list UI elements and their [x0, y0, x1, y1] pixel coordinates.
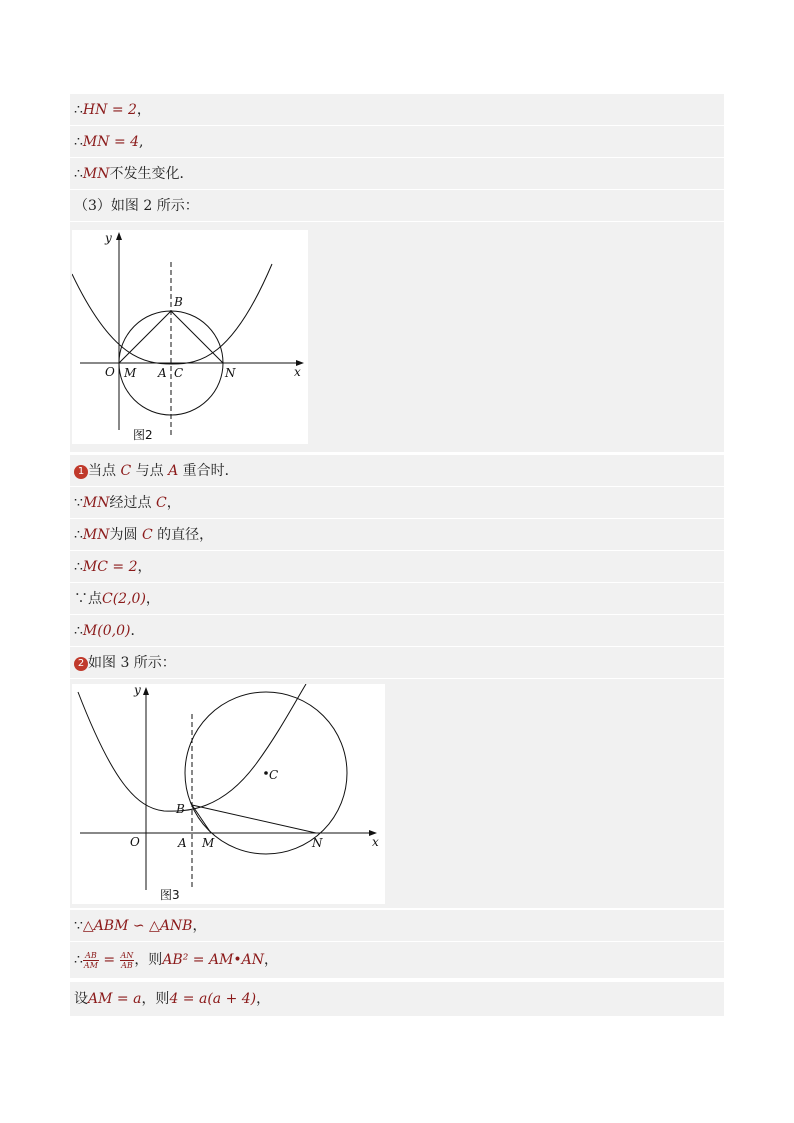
math-expr: A [168, 463, 179, 479]
therefore-symbol: ∴ [74, 134, 83, 150]
text: 为圆 [109, 527, 142, 543]
label-y: y [134, 684, 141, 697]
punct: ， [264, 952, 279, 968]
label-b: B [176, 802, 185, 816]
y-axis-arrow [143, 687, 149, 695]
text: ，则 [141, 991, 170, 1007]
row-band [70, 551, 724, 582]
because-symbol: ∵ [74, 918, 83, 934]
math-expr: C(2,0) [102, 591, 146, 607]
line-point-m [74, 621, 144, 641]
text: 重合时． [178, 463, 239, 479]
punct: , [139, 134, 144, 150]
denominator: AB [121, 960, 133, 970]
line-case1 [74, 461, 239, 481]
line-hn [74, 100, 151, 120]
text: 设 [74, 991, 88, 1007]
label-n: N [312, 836, 323, 850]
therefore-symbol: ∴ [74, 559, 83, 575]
label-m: M [124, 366, 137, 380]
math-expr: C [155, 495, 167, 511]
label-x: x [294, 365, 301, 379]
math-expr: AM = a [88, 991, 142, 1007]
text: 的直径， [152, 527, 214, 543]
circled-number-1: 1 [74, 465, 88, 479]
punct: ， [166, 495, 181, 511]
punct: ， [145, 591, 160, 607]
text: 经过点 [109, 495, 156, 511]
math-expr: M(0,0) [82, 623, 131, 639]
figure-2 [72, 230, 308, 444]
line-case2 [74, 653, 176, 673]
label-b: B [174, 295, 183, 309]
punct: ， [136, 102, 151, 118]
text: 不发生变化． [109, 166, 194, 182]
y-axis-arrow [116, 232, 122, 240]
fraction-ab-am [83, 951, 99, 970]
denominator: AM [83, 960, 98, 970]
equals: = [98, 952, 120, 968]
therefore-symbol: ∴ [74, 527, 83, 543]
punct: ， [256, 991, 271, 1007]
label-a: A [158, 366, 167, 380]
row-band [70, 94, 724, 125]
line-point-c [74, 589, 160, 609]
label-c: C [174, 366, 184, 380]
math-expr: △ABM ∽ △ANB [82, 918, 193, 934]
figure-3-caption: 图3 [160, 888, 180, 902]
line-set-am [74, 989, 270, 1009]
punct: ， [192, 918, 207, 934]
therefore-symbol: ∴ [74, 166, 83, 182]
label-a: A [178, 836, 187, 850]
math-expr: C [141, 527, 153, 543]
because-symbol: ∵点 [74, 591, 102, 607]
text: （3）如图 2 所示： [74, 198, 199, 214]
line-mn-unchanged [74, 164, 194, 184]
line-similar [74, 916, 206, 936]
figure-2-caption: 图2 [133, 428, 153, 442]
row-band [70, 126, 724, 157]
math-expr: MN [82, 527, 110, 543]
line-part3 [74, 196, 199, 216]
figure-3 [72, 684, 385, 904]
therefore-symbol: ∴ [74, 623, 83, 639]
math-expr: MN = 4 [82, 134, 140, 150]
therefore-symbol: ∴ [74, 952, 83, 968]
parabola [72, 264, 272, 364]
punct: ． [130, 623, 145, 639]
math-expr: MN [82, 166, 110, 182]
text: 与点 [131, 463, 169, 479]
line-mn [74, 132, 144, 152]
text: ，则 [134, 952, 163, 968]
math-expr: C [120, 463, 132, 479]
math-expr: AB² = AM•AN [162, 952, 265, 968]
line-mc [74, 557, 152, 577]
therefore-symbol: ∴ [74, 102, 83, 118]
label-x: x [372, 835, 379, 849]
label-c: C [269, 768, 279, 782]
math-expr: MC = 2 [82, 559, 138, 575]
fraction-an-ab [120, 951, 135, 970]
numerator: AB [83, 951, 99, 961]
center-c-dot [264, 771, 268, 775]
label-o: O [130, 835, 140, 849]
text: 当点 [88, 463, 121, 479]
circled-number-2: 2 [74, 657, 88, 671]
label-y: y [105, 231, 112, 245]
label-m: M [202, 836, 215, 850]
line-diameter [74, 525, 213, 545]
label-n: N [225, 366, 236, 380]
math-expr: HN = 2 [82, 102, 137, 118]
row-band [70, 583, 724, 614]
row-band [70, 615, 724, 646]
math-expr: 4 = a(a + 4) [169, 991, 257, 1007]
line-ratio [74, 950, 278, 970]
triangle-bmn [192, 805, 316, 833]
line-mn-through-c [74, 493, 181, 513]
numerator: AN [120, 950, 134, 960]
math-expr: MN [82, 495, 110, 511]
label-o: O [105, 365, 115, 379]
punct: ， [137, 559, 152, 575]
text: 如图 3 所示： [88, 655, 176, 671]
because-symbol: ∵ [74, 495, 83, 511]
